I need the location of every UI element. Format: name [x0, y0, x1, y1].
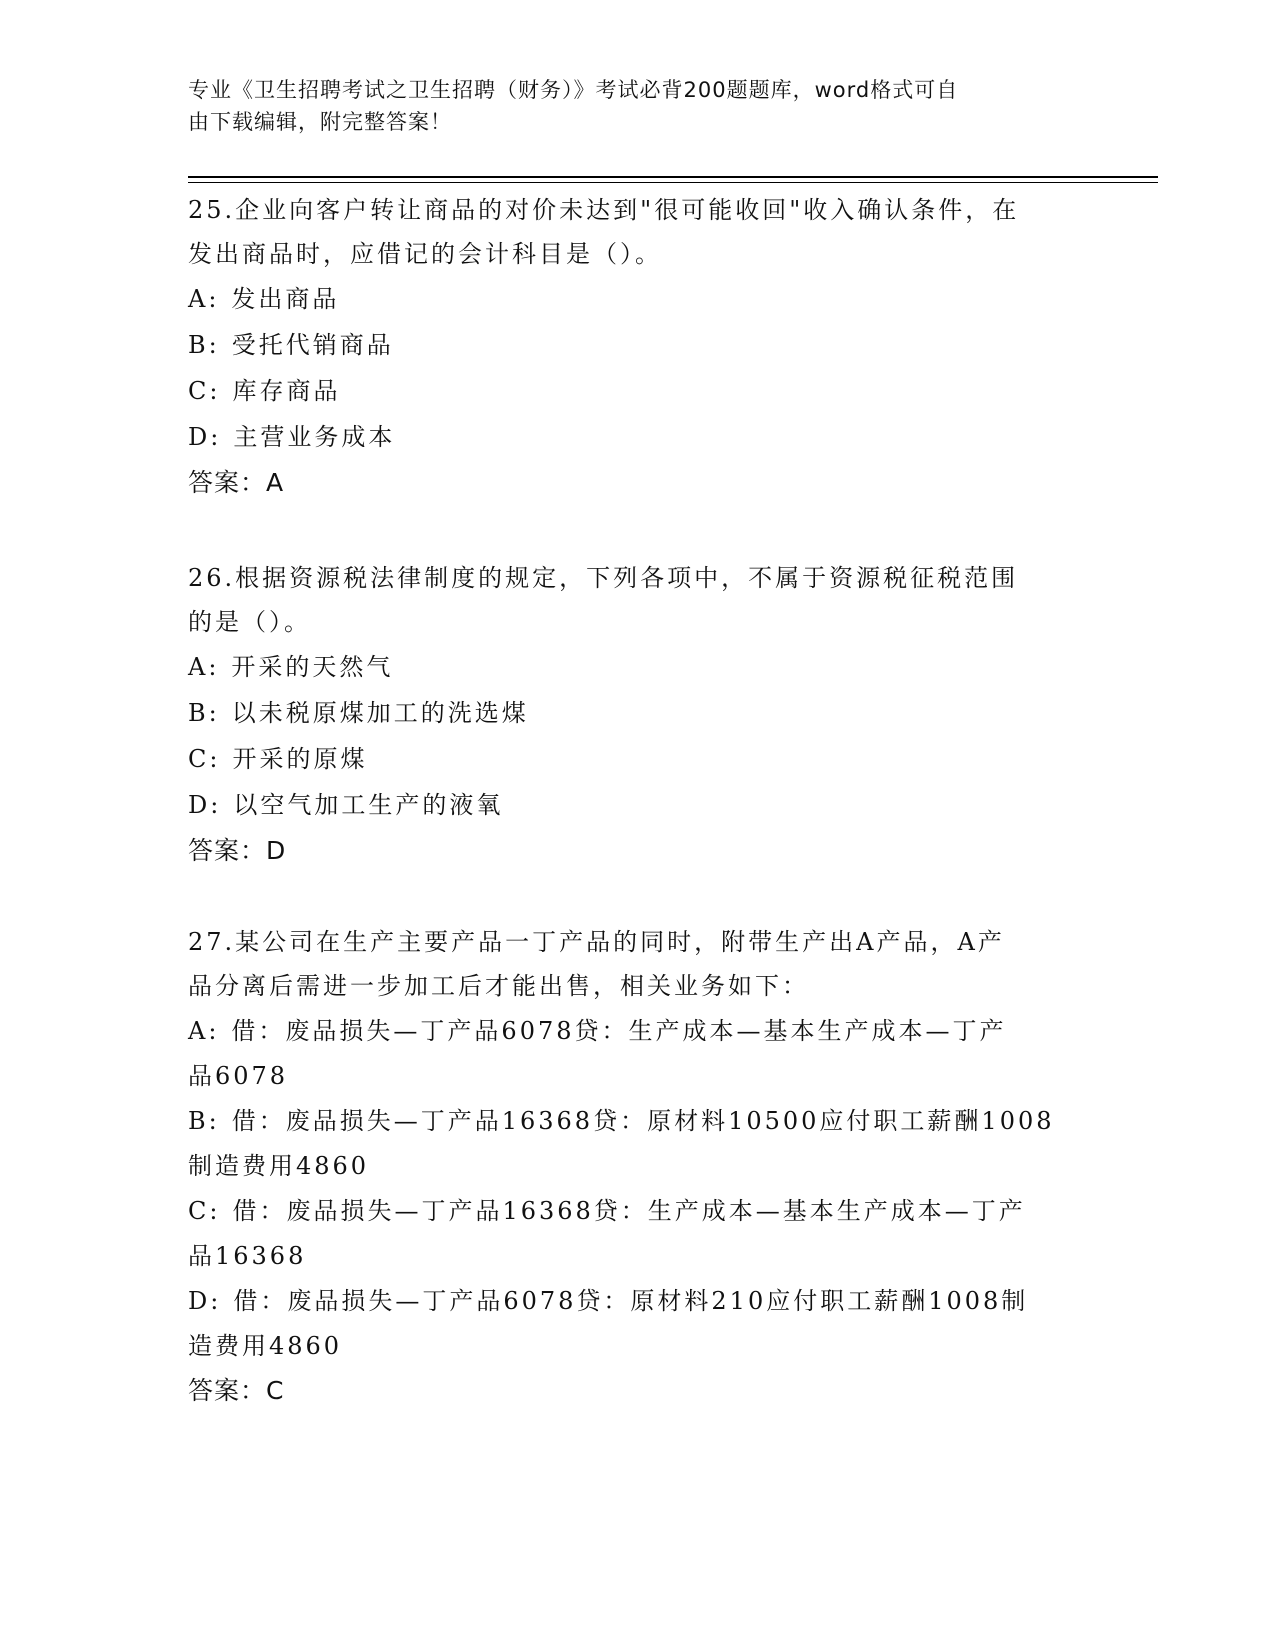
- option-key: B:: [188, 699, 220, 727]
- option-text: 库存商品: [232, 377, 341, 405]
- header-line-2: 由下载编辑，附完整答案！: [188, 110, 452, 134]
- option-c: [188, 368, 1088, 414]
- answer-label: 答案：A: [188, 468, 285, 497]
- option-d: [188, 782, 1088, 828]
- option-text: 主营业务成本: [233, 423, 396, 451]
- question-text: [188, 188, 1088, 232]
- option-d-continuation: 造费用4860: [188, 1332, 343, 1360]
- option-text: 发出商品: [231, 285, 340, 313]
- option-text: 借：废品损失—丁产品16368贷：原材料10500应付职工薪酬1008: [231, 1107, 1055, 1135]
- option-text: 借：废品损失—丁产品6078贷：生产成本—基本生产成本—丁产: [231, 1017, 1007, 1045]
- option-b: [188, 690, 1088, 736]
- question-number: 25.: [188, 196, 236, 224]
- option-key: C:: [188, 1197, 221, 1225]
- option-d: [188, 414, 1088, 460]
- option-key: A:: [188, 285, 220, 313]
- option-key: B:: [188, 1107, 220, 1135]
- header-divider-thick: [188, 176, 1158, 178]
- option-c: [188, 1188, 1088, 1234]
- header-line-1: 专业《卫生招聘考试之卫生招聘（财务）》考试必背200题题库，word格式可自: [188, 78, 959, 102]
- option-b: [188, 322, 1088, 368]
- option-text: 借：废品损失—丁产品6078贷：原材料210应付职工薪酬1008制: [233, 1287, 1029, 1315]
- option-a: [188, 644, 1088, 690]
- option-text: 开采的天然气: [231, 653, 394, 681]
- option-key: A:: [188, 1017, 220, 1045]
- question-stem-line-1: 企业向客户转让商品的对价未达到"很可能收回"收入确认条件，在: [235, 196, 1020, 224]
- option-c-continuation: 品16368: [188, 1242, 307, 1270]
- option-key: C:: [188, 745, 221, 773]
- option-a: [188, 276, 1088, 322]
- question-26: [188, 556, 1088, 874]
- question-stem-line-2: 品分离后需进一步加工后才能出售，相关业务如下：: [188, 972, 809, 1000]
- option-key: D:: [188, 1287, 222, 1315]
- question-number: 27.: [188, 928, 236, 956]
- question-stem-line-1: 根据资源税法律制度的规定，下列各项中，不属于资源税征税范围: [235, 564, 1019, 592]
- option-key: C:: [188, 377, 221, 405]
- question-27: [188, 920, 1088, 1414]
- answer-label: 答案：D: [188, 836, 287, 865]
- answer-label: 答案：C: [188, 1376, 285, 1405]
- question-number: 26.: [188, 564, 236, 592]
- option-b-continuation: 制造费用4860: [188, 1152, 370, 1180]
- question-25: [188, 188, 1088, 506]
- option-text: 借：废品损失—丁产品16368贷：生产成本—基本生产成本—丁产: [232, 1197, 1026, 1225]
- option-c: [188, 736, 1088, 782]
- option-a: [188, 1008, 1088, 1054]
- option-text: 开采的原煤: [232, 745, 368, 773]
- question-stem-line-1: 某公司在生产主要产品一丁产品的同时，附带生产出A产品，A产: [235, 928, 1005, 956]
- option-text: 以未税原煤加工的洗选煤: [231, 699, 529, 727]
- option-b: [188, 1098, 1088, 1144]
- option-key: B:: [188, 331, 220, 359]
- option-key: D:: [188, 423, 222, 451]
- document-header: [188, 74, 1068, 138]
- option-d: [188, 1278, 1088, 1324]
- question-text: [188, 920, 1088, 964]
- option-key: D:: [188, 791, 222, 819]
- option-a-continuation: 品6078: [188, 1062, 289, 1090]
- question-text: [188, 556, 1088, 600]
- question-stem-line-2: 的是（）。: [188, 608, 311, 636]
- option-key: A:: [188, 653, 220, 681]
- question-stem-line-2: 发出商品时，应借记的会计科目是（）。: [188, 240, 662, 268]
- header-divider-thin: [188, 182, 1158, 183]
- option-text: 受托代销商品: [231, 331, 394, 359]
- option-text: 以空气加工生产的液氧: [233, 791, 504, 819]
